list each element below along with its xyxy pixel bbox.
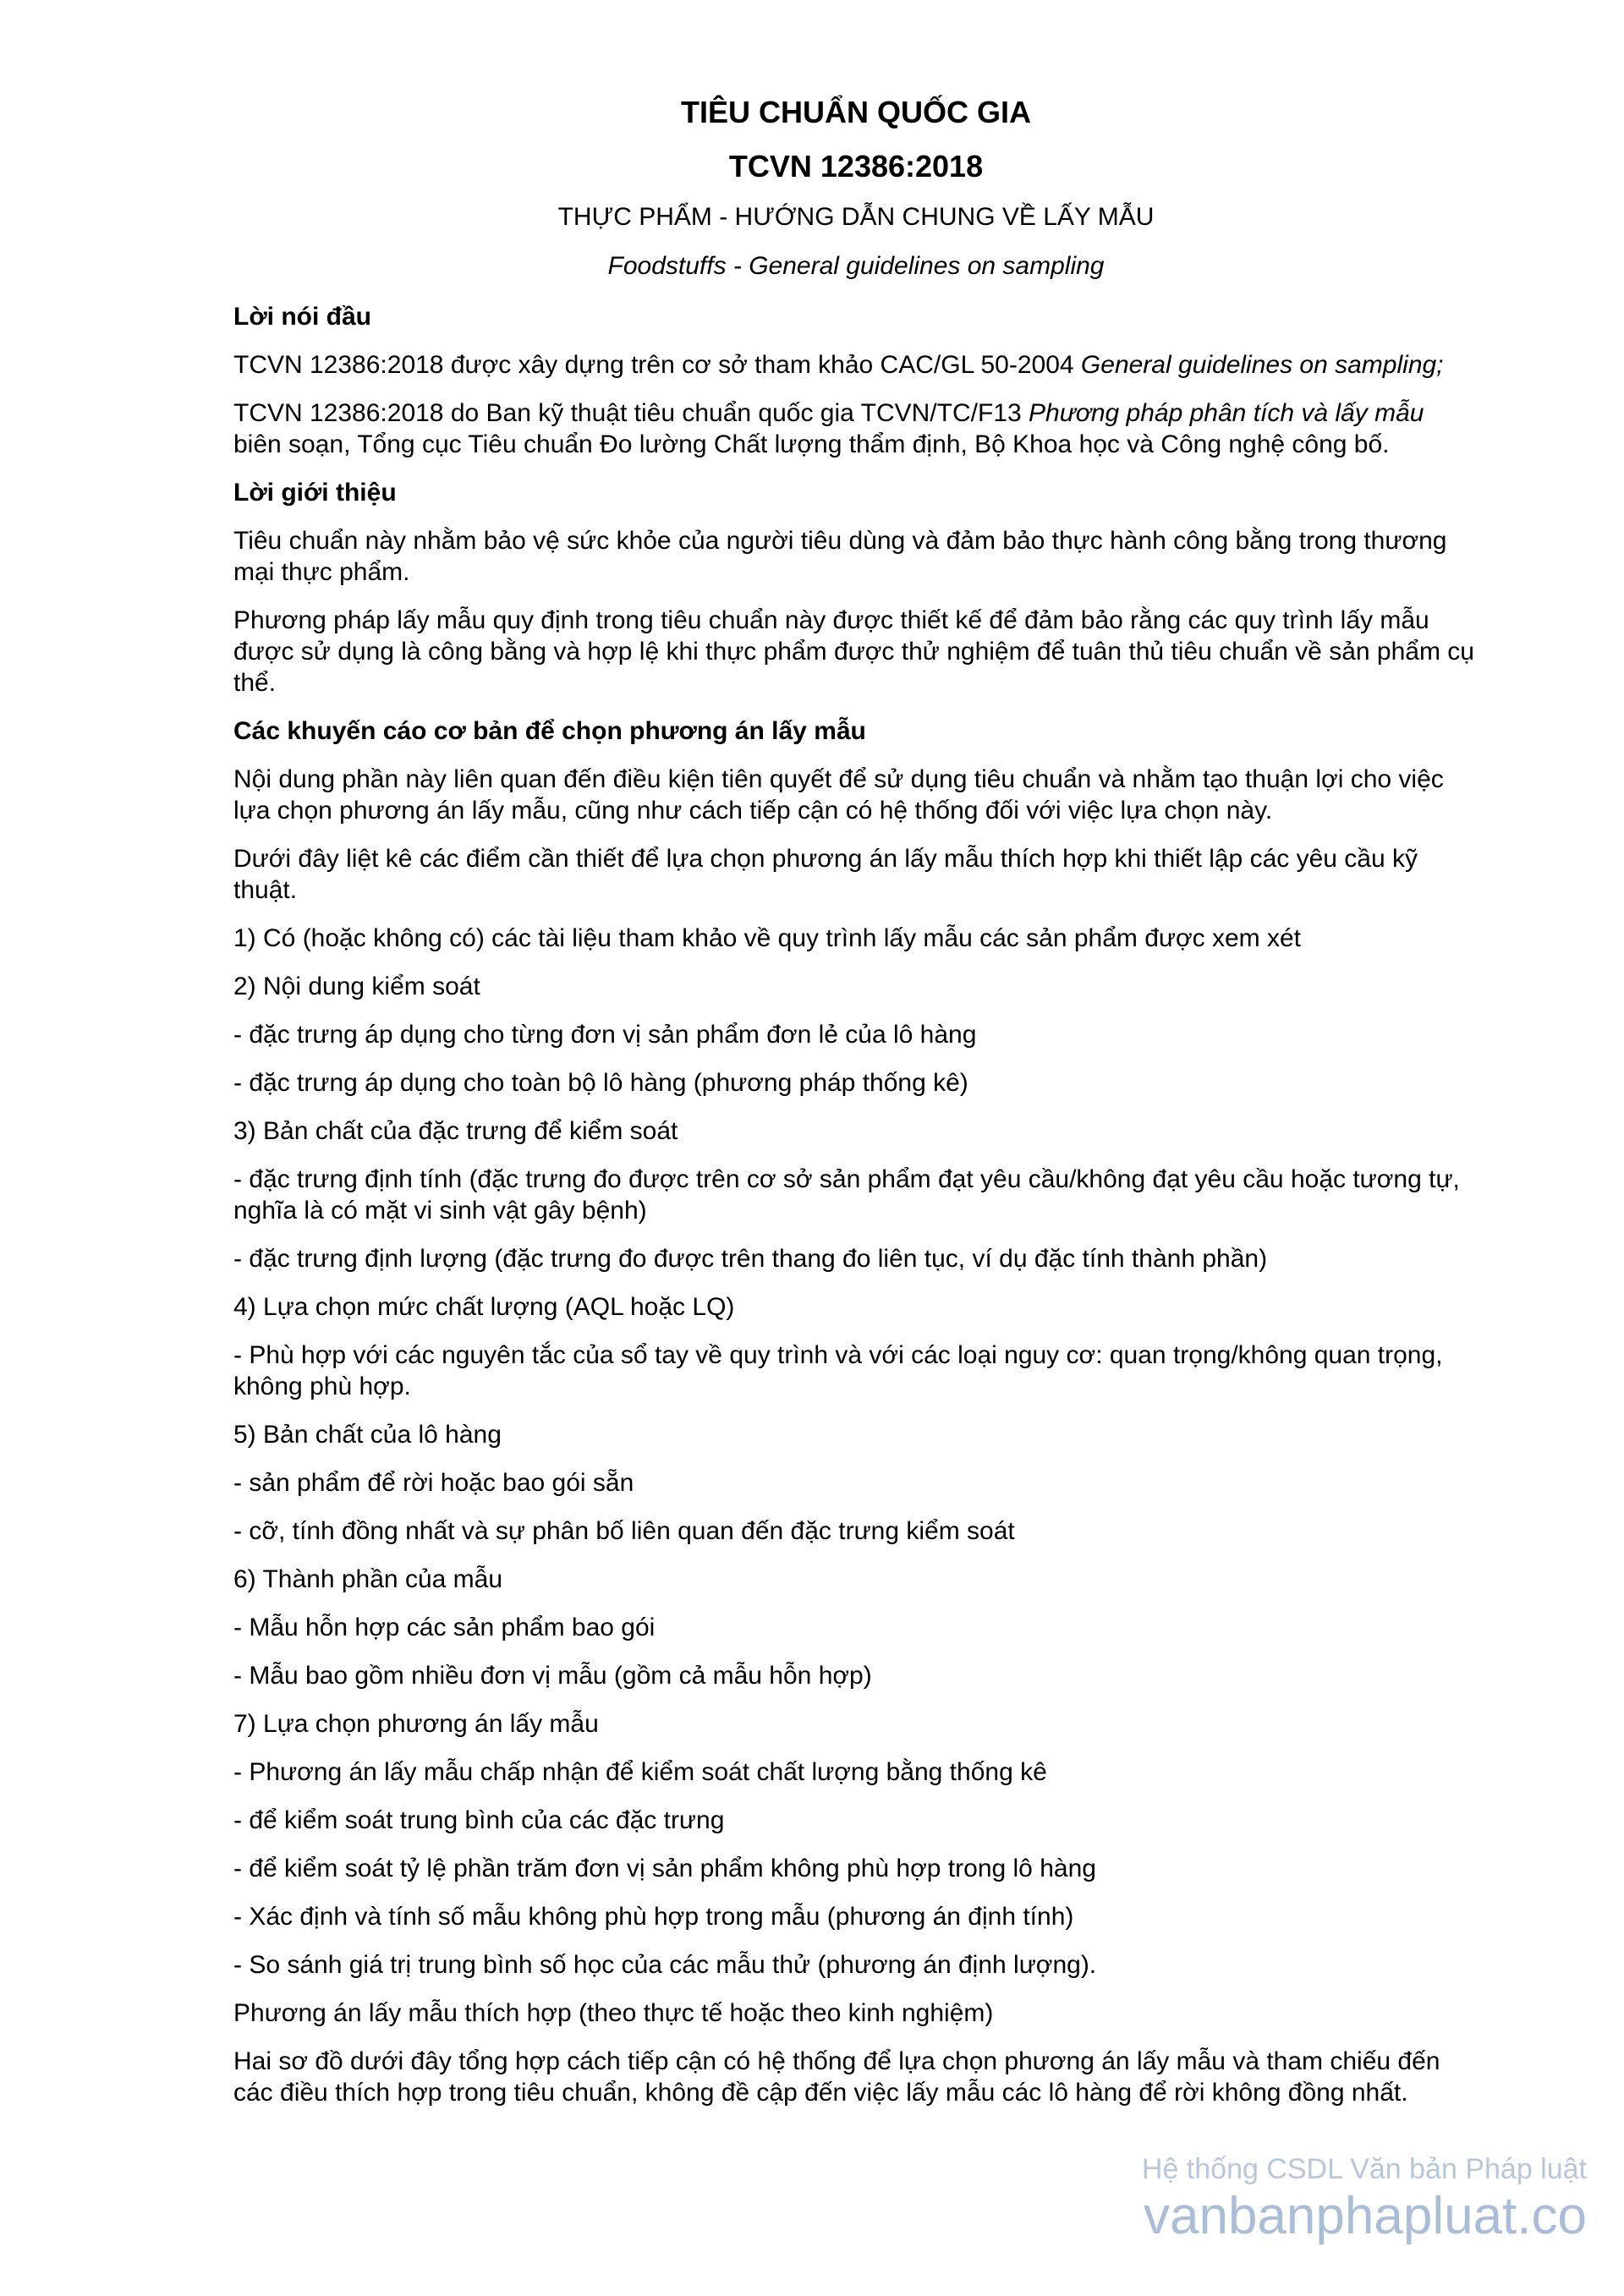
list-item: 3) Bản chất của đặc trưng để kiểm soát [233, 1117, 678, 1145]
subtitle-vietnamese: THỰC PHẨM - HƯỚNG DẪN CHUNG VỀ LẤY MẪU [557, 203, 1155, 231]
introduction-paragraph: Phương pháp lấy mẫu quy định trong tiêu chuẩn này được thiết kế để đảm bảo rằng các quy trình lấy mẫu được sử dụng là công bằng và hợp lệ khi thực phẩm được thử nghiệm để tuân thủ tiêu chuẩn về sản phẩm cụ thể. [233, 606, 1474, 697]
list-item: - đặc trưng định lượng (đặc trưng đo được trên thang đo liên tục, ví dụ đặc tính thành phần) [233, 1245, 1268, 1273]
list-item: 7) Lựa chọn phương án lấy mẫu [233, 1710, 599, 1738]
paragraph: Hai sơ đồ dưới đây tổng hợp cách tiếp cận có hệ thống để lựa chọn phương án lấy mẫu và tham chiếu đến các điều thích hợp trong tiêu chuẩn, không đề cập đến việc lấy mẫu các lô hàng để rời không đồng nhất. [233, 2047, 1440, 2107]
document-title: TIÊU CHUẨN QUỐC GIA [681, 95, 1031, 129]
document-body [233, 301, 1479, 2125]
list-item: - đặc trưng áp dụng cho toàn bộ lô hàng (phương pháp thống kê) [233, 1069, 968, 1097]
standard-code: TCVN 12386:2018 [728, 149, 984, 184]
list-item: - Phương án lấy mẫu chấp nhận để kiểm soát chất lượng bằng thống kê [233, 1758, 1047, 1786]
list-item: 6) Thành phần của mẫu [233, 1565, 503, 1593]
list-item: - để kiểm soát trung bình của các đặc trưng [233, 1806, 725, 1834]
watermark [1142, 2152, 1587, 2247]
list-item: 1) Có (hoặc không có) các tài liệu tham khảo về quy trình lấy mẫu các sản phẩm được xem xét [233, 924, 1302, 952]
list-item: 2) Nội dung kiểm soát [233, 973, 480, 1000]
list-item: - So sánh giá trị trung bình số học của các mẫu thử (phương án định lượng). [233, 1951, 1097, 1979]
list-item: - Mẫu bao gồm nhiều đơn vị mẫu (gồm cả mẫu hỗn hợp) [233, 1662, 872, 1690]
list-item: 4) Lựa chọn mức chất lượng (AQL hoặc LQ) [233, 1293, 735, 1321]
foreword-heading: Lời nói đầu [233, 303, 371, 331]
paragraph: Nội dung phần này liên quan đến điều kiện tiên quyết để sử dụng tiêu chuẩn và nhằm tạo thuận lợi cho việc lựa chọn phương án lấy mẫu, cũng như cách tiếp cận có hệ thống đối với việc lựa chọn này. [233, 765, 1444, 825]
introduction-paragraph: Tiêu chuẩn này nhằm bảo vệ sức khỏe của người tiêu dùng và đảm bảo thực hành công bằng trong thương mại thực phẩm. [233, 527, 1447, 586]
list-item: - đặc trưng áp dụng cho từng đơn vị sản phẩm đơn lẻ của lô hàng [233, 1021, 977, 1049]
subtitle-english: Foodstuffs - General guidelines on sampling [607, 252, 1105, 280]
list-item: - Phù hợp với các nguyên tắc của sổ tay về quy trình và với các loại nguy cơ: quan trọng/không quan trọng, không phù hợp. [233, 1341, 1443, 1400]
list-item: - Xác định và tính số mẫu không phù hợp trong mẫu (phương án định tính) [233, 1903, 1074, 1931]
foreword-paragraph: TCVN 12386:2018 do Ban kỹ thuật tiêu chuẩn quốc gia TCVN/TC/F13 Phương pháp phân tích và lấy mẫu biên soạn, Tổng cục Tiêu chuẩn Đo lường Chất lượng thẩm định, Bộ Khoa học và Công nghệ công bố. [233, 399, 1424, 458]
watermark-caption: Hệ thống CSDL Văn bản Pháp luật [1141, 2153, 1587, 2185]
list-item: - cỡ, tính đồng nhất và sự phân bố liên quan đến đặc trưng kiểm soát [233, 1517, 1015, 1545]
recommendations-heading: Các khuyến cáo cơ bản để chọn phương án lấy mẫu [233, 717, 866, 745]
watermark-site: vanbanphapluat.co [1143, 2187, 1587, 2245]
paragraph: Dưới đây liệt kê các điểm cần thiết để lựa chọn phương án lấy mẫu thích hợp khi thiết lập các yêu cầu kỹ thuật. [233, 845, 1418, 904]
foreword-paragraph: TCVN 12386:2018 được xây dựng trên cơ sở tham khảo CAC/GL 50-2004 General guidelines on sampling; [233, 351, 1444, 379]
introduction-heading: Lời giới thiệu [233, 479, 397, 507]
list-item: 5) Bản chất của lô hàng [233, 1421, 502, 1449]
list-item: - Mẫu hỗn hợp các sản phẩm bao gói [233, 1614, 656, 1641]
list-item: - sản phẩm để rời hoặc bao gói sẵn [233, 1469, 634, 1497]
list-item: - để kiểm soát tỷ lệ phần trăm đơn vị sản phẩm không phù hợp trong lô hàng [233, 1855, 1096, 1882]
paragraph: Phương án lấy mẫu thích hợp (theo thực tế hoặc theo kinh nghiệm) [233, 1999, 994, 2027]
list-item: - đặc trưng định tính (đặc trưng đo được trên cơ sở sản phẩm đạt yêu cầu/không đạt yêu cầu hoặc tương tự, nghĩa là có mặt vi sinh vật gây bệnh) [233, 1165, 1460, 1225]
